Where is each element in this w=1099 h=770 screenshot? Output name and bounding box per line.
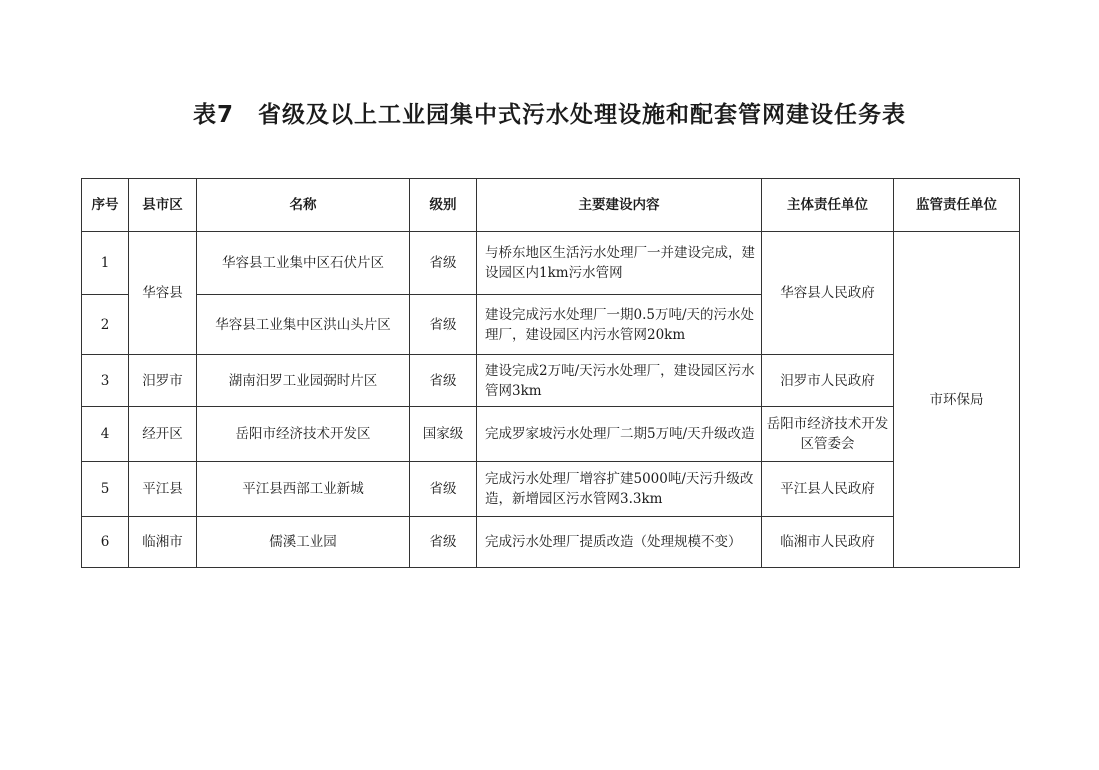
header-county: 县市区 [129, 179, 197, 232]
cell-no: 6 [82, 517, 129, 568]
cell-responsible: 岳阳市经济技术开发区管委会 [762, 407, 894, 462]
header-content: 主要建设内容 [477, 179, 762, 232]
cell-level: 省级 [410, 462, 477, 517]
cell-level: 国家级 [410, 407, 477, 462]
cell-county: 汨罗市 [129, 355, 197, 407]
cell-content: 完成罗家坡污水处理厂二期5万吨/天升级改造 [477, 407, 762, 462]
table-row [82, 232, 1020, 295]
cell-county: 平江县 [129, 462, 197, 517]
table-row [82, 355, 1020, 407]
cell-name: 华容县工业集中区洪山头片区 [197, 295, 410, 355]
cell-county: 经开区 [129, 407, 197, 462]
cell-name: 平江县西部工业新城 [197, 462, 410, 517]
cell-responsible: 临湘市人民政府 [762, 517, 894, 568]
cell-responsible: 平江县人民政府 [762, 462, 894, 517]
cell-no: 4 [82, 407, 129, 462]
cell-no: 3 [82, 355, 129, 407]
cell-name: 岳阳市经济技术开发区 [197, 407, 410, 462]
cell-county: 临湘市 [129, 517, 197, 568]
table-row [82, 407, 1020, 462]
cell-content: 与桥东地区生活污水处理厂一并建设完成，建设园区内1km污水管网 [477, 232, 762, 295]
table-row [82, 462, 1020, 517]
cell-content: 建设完成污水处理厂一期0.5万吨/天的污水处理厂，建设园区内污水管网20km [477, 295, 762, 355]
cell-level: 省级 [410, 295, 477, 355]
cell-name: 儒溪工业园 [197, 517, 410, 568]
header-level: 级别 [410, 179, 477, 232]
cell-responsible: 汨罗市人民政府 [762, 355, 894, 407]
cell-content: 完成污水处理厂增容扩建5000吨/天污升级改造，新增园区污水管网3.3km [477, 462, 762, 517]
table-row [82, 517, 1020, 568]
cell-no: 1 [82, 232, 129, 295]
header-responsible: 主体责任单位 [762, 179, 894, 232]
page-title: 表7 省级及以上工业园集中式污水处理设施和配套管网建设任务表 [192, 102, 906, 128]
cell-level: 省级 [410, 355, 477, 407]
cell-level: 省级 [410, 517, 477, 568]
task-table [81, 178, 1020, 568]
table-header-row [82, 179, 1020, 232]
cell-name: 华容县工业集中区石伏片区 [197, 232, 410, 295]
cell-no: 5 [82, 462, 129, 517]
cell-no: 2 [82, 295, 129, 355]
cell-county: 华容县 [129, 232, 197, 355]
header-supervisor: 监管责任单位 [894, 179, 1020, 232]
cell-content: 建设完成2万吨/天污水处理厂，建设园区污水管网3km [477, 355, 762, 407]
cell-responsible: 华容县人民政府 [762, 232, 894, 355]
cell-name: 湖南汨罗工业园弼时片区 [197, 355, 410, 407]
cell-supervisor: 市环保局 [894, 232, 1020, 568]
cell-content: 完成污水处理厂提质改造（处理规模不变） [477, 517, 762, 568]
cell-level: 省级 [410, 232, 477, 295]
header-no: 序号 [82, 179, 129, 232]
header-name: 名称 [197, 179, 410, 232]
